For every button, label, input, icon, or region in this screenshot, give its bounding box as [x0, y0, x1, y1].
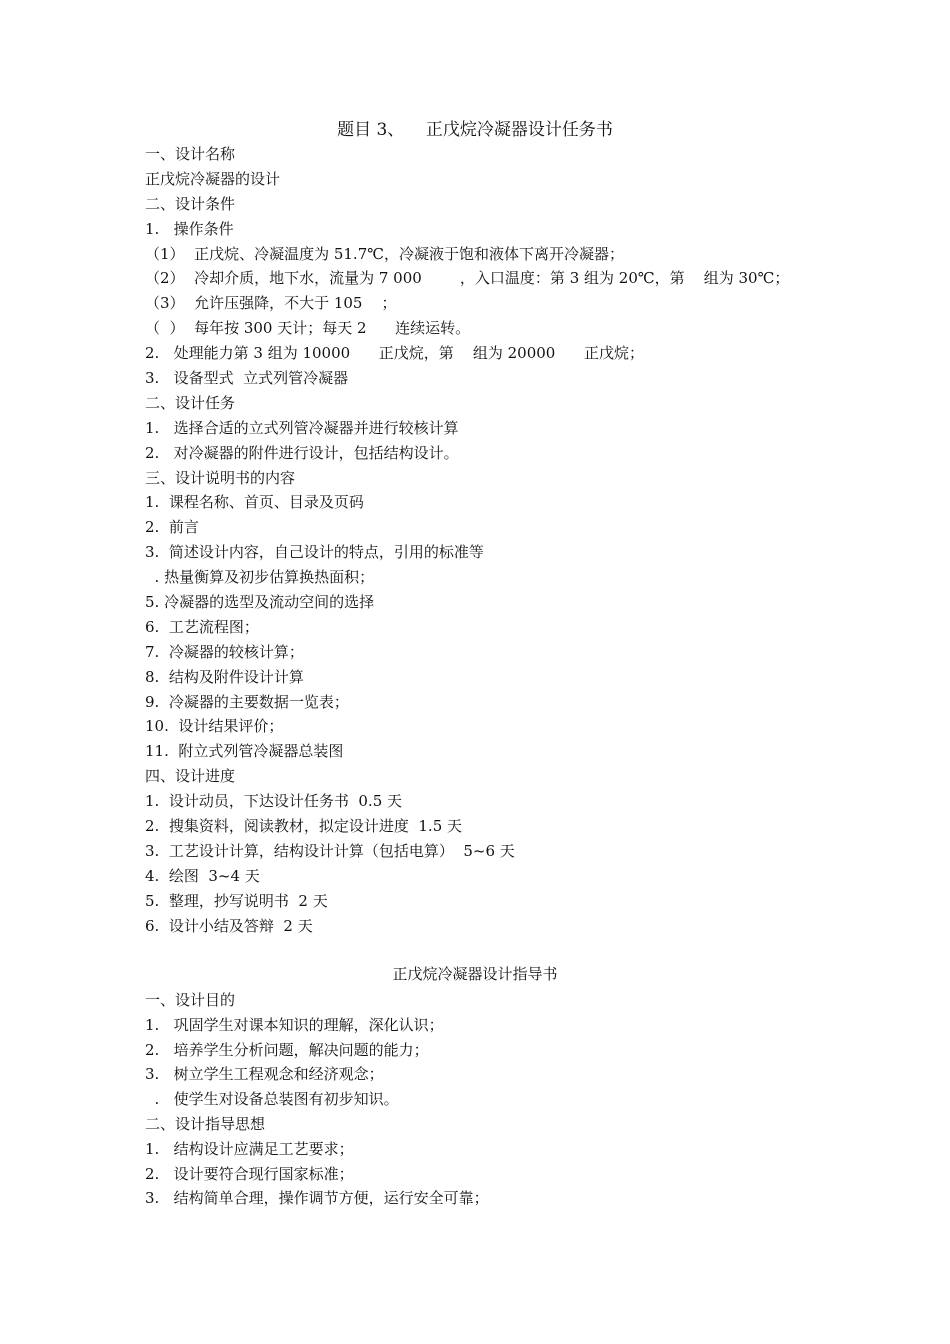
text-line: 2. 前言 — [145, 518, 199, 537]
text-line: 8. 结构及附件设计计算 — [145, 667, 304, 686]
text-line: 3. 工艺设计计算，结构设计计算（包括电算） 5~6 天 — [145, 841, 515, 860]
text-line: . 使学生对设备总装图有初步知识。 — [145, 1090, 399, 1109]
text-line: 2. 处理能力第 3 组为 10000 正戊烷，第 组为 20000 正戊烷； — [145, 344, 644, 363]
text-line: 1. 设计动员，下达设计任务书 0.5 天 — [145, 792, 403, 811]
guide-book-title: 正戊烷冷凝器设计指导书 — [392, 965, 558, 983]
text-line: 一、设计名称 — [145, 145, 236, 163]
text-line: 1. 操作条件 — [145, 219, 234, 238]
text-line: 1. 结构设计应满足工艺要求； — [145, 1139, 354, 1158]
text-line: 1. 选择合适的立式列管冷凝器并进行较核计算 — [145, 418, 459, 437]
text-line: 3. 设备型式 立式列管冷凝器 — [145, 369, 349, 388]
text-line: 9. 冷凝器的主要数据一览表； — [145, 692, 349, 711]
text-line: 3. 简述设计内容，自己设计的特点，引用的标准等 — [145, 543, 484, 562]
text-line: （ ） 每年按 300 天计；每天 2 连续运转。 — [145, 319, 471, 338]
text-line: 四、设计进度 — [145, 767, 236, 786]
text-line: 5. 整理，抄写说明书 2 天 — [145, 891, 328, 910]
text-line: 6. 设计小结及答辩 2 天 — [145, 916, 313, 935]
text-line: 3. 结构简单合理，操作调节方便，运行安全可靠； — [145, 1189, 489, 1208]
text-line: 二、设计指导思想 — [145, 1114, 266, 1133]
text-line: 6. 工艺流程图； — [145, 617, 259, 636]
text-line: 7. 冷凝器的较核计算； — [145, 642, 304, 661]
task-book-body — [145, 142, 845, 939]
text-line: 2. 搜集资料，阅读教材，拟定设计进度 1.5 天 — [145, 817, 463, 836]
text-line: 1. 巩固学生对课本知识的理解，深化认识； — [145, 1015, 444, 1034]
text-line: 二、设计条件 — [145, 194, 236, 213]
text-line: 11. 附立式列管冷凝器总装图 — [145, 742, 344, 761]
text-line: 2. 设计要符合现行国家标准； — [145, 1164, 354, 1183]
text-line: 2. 对冷凝器的附件进行设计，包括结构设计。 — [145, 443, 459, 462]
task-book-title: 题目 3、 正戊烷冷凝器设计任务书 — [337, 120, 613, 140]
text-line: 二、设计任务 — [145, 393, 236, 412]
text-line: （1） 正戊烷、冷凝温度为 51.7℃，冷凝液于饱和液体下离开冷凝器； — [145, 244, 625, 263]
text-line: 5. 冷凝器的选型及流动空间的选择 — [145, 593, 375, 612]
text-line: 正戊烷冷凝器的设计 — [145, 169, 281, 188]
text-line: （3） 允许压强降，不大于 105 ； — [145, 294, 397, 313]
text-line: 一、设计目的 — [145, 991, 236, 1009]
text-line: 3. 树立学生工程观念和经济观念； — [145, 1065, 384, 1084]
text-line: 10. 设计结果评价； — [145, 717, 284, 736]
guide-book-body — [145, 988, 845, 1211]
text-line: 三、设计说明书的内容 — [145, 468, 296, 487]
text-line: （2） 冷却介质，地下水，流量为 7 000 ，入口温度：第 3 组为 20℃，第 组为 30℃； — [145, 269, 790, 288]
text-line: . 热量衡算及初步估算换热面积； — [145, 568, 375, 587]
text-line: 2. 培养学生分析问题，解决问题的能力； — [145, 1040, 429, 1059]
text-line: 4. 绘图 3~4 天 — [145, 866, 260, 885]
text-line: 1. 课程名称、首页、目录及页码 — [145, 493, 364, 512]
